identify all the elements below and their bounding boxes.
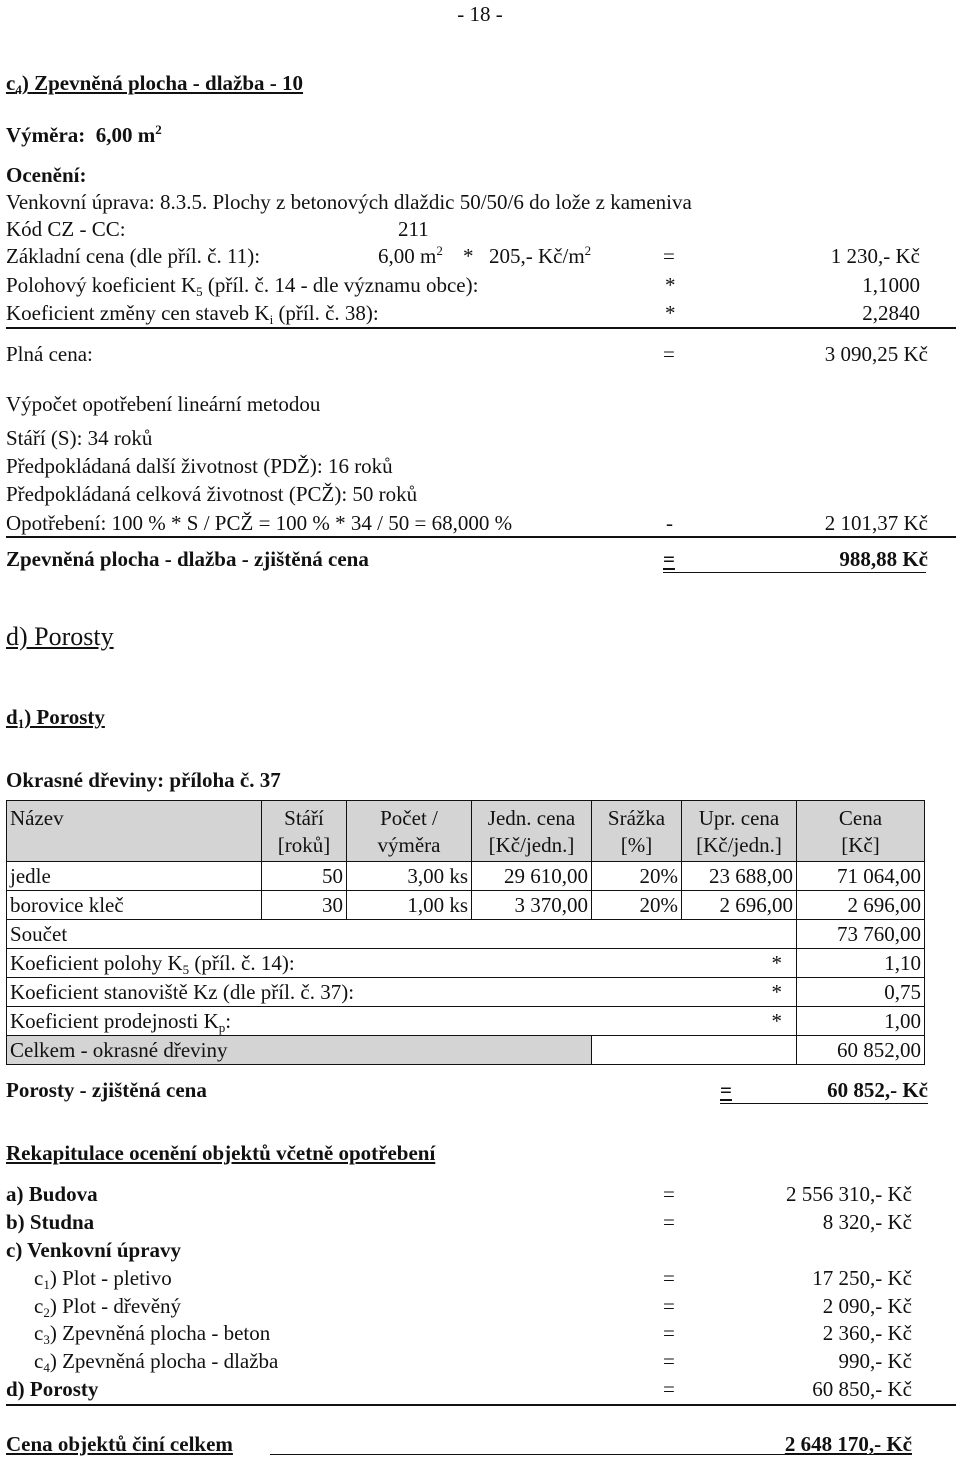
c4-result-value: 988,88 Kč xyxy=(839,547,928,571)
trees-result-label: Porosty - zjištěná cena xyxy=(6,1078,207,1102)
full-price-op: = xyxy=(663,342,675,366)
c4-result-op: = xyxy=(663,547,675,571)
wear-title: Výpočet opotřebení lineární metodou xyxy=(6,392,321,416)
recap-c4-op: = xyxy=(663,1349,675,1373)
cell-name: jedle xyxy=(7,862,262,891)
table-header-row xyxy=(7,801,925,862)
total-life-line: Předpokládaná celková životnost (PCŽ): 50 roků xyxy=(6,482,418,506)
header-deduction: Srážka [%] xyxy=(592,801,682,862)
base-op: = xyxy=(663,244,675,268)
recap-d-op: = xyxy=(663,1377,675,1401)
outdoor-line: Venkovní úprava: 8.3.5. Plochy z betonových dlaždic 50/50/6 do lože z kameniva xyxy=(6,190,692,214)
kz-label: Koeficient stanoviště Kz (dle příl. č. 37): xyxy=(7,978,682,1007)
sum-value: 73 760,00 xyxy=(797,920,925,949)
recap-a-op: = xyxy=(663,1182,675,1206)
table-row xyxy=(7,862,925,891)
sum-row xyxy=(7,920,925,949)
total-row xyxy=(7,1036,925,1065)
price-change-coef-label: Koeficient změny cen staveb $K_i$ (příl. č. 38): xyxy=(6,301,379,327)
recap-a-label: a) Budova xyxy=(6,1182,98,1206)
kp-op: * xyxy=(682,1007,797,1036)
sum-label: Součet xyxy=(7,920,797,949)
trees-result-value: 60 852,- Kč xyxy=(827,1078,928,1102)
result-underline xyxy=(720,1103,928,1104)
coef-row-kz xyxy=(7,978,925,1007)
header-age: Stáří [roků] xyxy=(262,801,347,862)
trees-table xyxy=(6,800,925,1065)
page-number: - 18 - xyxy=(457,2,503,26)
cell-age: 50 xyxy=(262,862,347,891)
cell-name: borovice kleč xyxy=(7,891,262,920)
cell-age: 30 xyxy=(262,891,347,920)
subsection-heading-d1: $d_1$) Porosty xyxy=(6,705,105,731)
header-unit-price: Jedn. cena [Kč/jedn.] xyxy=(472,801,592,862)
position-coef-op: * xyxy=(665,273,676,297)
c4-result-label: Zpevněná plocha - dlažba - zjištěná cena xyxy=(6,547,369,571)
base-price-label: Základní cena (dle příl. č. 11): xyxy=(6,244,261,268)
total-value: 60 852,00 xyxy=(797,1036,925,1065)
k5-value: 1,10 xyxy=(797,949,925,978)
recap-c2-op: = xyxy=(663,1294,675,1318)
wear-value: 2 101,37 Kč xyxy=(824,511,928,535)
total-spacer xyxy=(592,1036,797,1065)
recap-c3-op: = xyxy=(663,1321,675,1345)
valuation-label: Ocenění: xyxy=(6,163,87,187)
k5-label: Koeficient polohy $K_5$ (příl. č. 14): xyxy=(7,949,682,978)
divider xyxy=(6,1404,956,1406)
recap-c3-value: 2 360,- Kč xyxy=(822,1321,912,1345)
cell-unit-price: 3 370,00 xyxy=(472,891,592,920)
cell-deduction: 20% xyxy=(592,891,682,920)
base-mult: * xyxy=(463,244,474,268)
divider xyxy=(6,327,956,329)
recap-title: Rekapitulace ocenění objektů včetně opotřebení xyxy=(6,1141,436,1165)
wear-line: Opotřebení: 100 % * S / PCŽ = 100 % * 34 / 50 = 68,000 % xyxy=(6,511,513,535)
grand-total-value: 2 648 170,- Kč xyxy=(784,1432,912,1456)
recap-b-op: = xyxy=(663,1210,675,1234)
kz-value: 0,75 xyxy=(797,978,925,1007)
base-result: 1 230,- Kč xyxy=(830,244,920,268)
trees-result-op: = xyxy=(720,1078,732,1102)
recap-b-value: 8 320,- Kč xyxy=(822,1210,912,1234)
cell-price: 2 696,00 xyxy=(797,891,925,920)
section-heading-d: d) Porosty xyxy=(6,622,114,651)
recap-c1-value: 17 250,- Kč xyxy=(812,1266,912,1290)
grand-total-label: Cena objektů činí celkem xyxy=(6,1432,233,1456)
price-change-coef-op: * xyxy=(665,301,676,325)
cell-qty: 3,00 ks xyxy=(347,862,472,891)
recap-c-label: c) Venkovní úpravy xyxy=(6,1238,182,1262)
full-price-label: Plná cena: xyxy=(6,342,93,366)
header-qty: Počet / výměra xyxy=(347,801,472,862)
coef-row-k5 xyxy=(7,949,925,978)
cell-deduction: 20% xyxy=(592,862,682,891)
kz-op: * xyxy=(682,978,797,1007)
cell-adjusted-price: 23 688,00 xyxy=(682,862,797,891)
table-row xyxy=(7,891,925,920)
kp-value: 1,00 xyxy=(797,1007,925,1036)
recap-b-label: b) Studna xyxy=(6,1210,95,1234)
recap-a-value: 2 556 310,- Kč xyxy=(786,1182,912,1206)
result-underline xyxy=(663,572,926,573)
ornamental-trees-title: Okrasné dřeviny: příloha č. 37 xyxy=(6,768,281,792)
cell-qty: 1,00 ks xyxy=(347,891,472,920)
kp-label: Koeficient prodejnosti $K_p$: xyxy=(7,1007,682,1036)
recap-d-label: d) Porosty xyxy=(6,1377,99,1401)
recap-c1-label: $c_1$) Plot - pletivo xyxy=(34,1266,172,1292)
cell-adjusted-price: 2 696,00 xyxy=(682,891,797,920)
header-name: Název xyxy=(7,801,262,862)
position-coef-label: Polohový koeficient $K_5$ (příl. č. 14 - dle významu obce): xyxy=(6,273,479,299)
age-line: Stáří (S): 34 roků xyxy=(6,426,153,450)
area-line: Výměra: 6,00 $m^2$ xyxy=(6,122,162,147)
k5-op: * xyxy=(682,949,797,978)
position-coef-value: 1,1000 xyxy=(862,273,920,297)
total-label: Celkem - okrasné dřeviny xyxy=(7,1036,592,1065)
remaining-life-line: Předpokládaná další životnost (PDŽ): 16 roků xyxy=(6,454,393,478)
header-adjusted-price: Upr. cena [Kč/jedn.] xyxy=(682,801,797,862)
price-change-coef-value: 2,2840 xyxy=(862,301,920,325)
cell-price: 71 064,00 xyxy=(797,862,925,891)
recap-c2-value: 2 090,- Kč xyxy=(822,1294,912,1318)
coef-row-kp xyxy=(7,1007,925,1036)
recap-c1-op: = xyxy=(663,1266,675,1290)
recap-c2-label: $c_2$) Plot - dřevěný xyxy=(34,1294,182,1320)
cell-unit-price: 29 610,00 xyxy=(472,862,592,891)
base-unit-price: 205,- $Kč/m^2$ xyxy=(489,243,592,268)
full-price-value: 3 090,25 Kč xyxy=(824,342,928,366)
code-value: 211 xyxy=(398,217,429,241)
section-heading-c4: $c_4$) Zpevněná plocha - dlažba - 10 xyxy=(6,71,304,97)
wear-op: - xyxy=(666,511,673,535)
recap-d-value: 60 850,- Kč xyxy=(812,1377,912,1401)
code-label: Kód CZ - CC: xyxy=(6,217,126,241)
recap-c4-value: 990,- Kč xyxy=(838,1349,912,1373)
divider xyxy=(6,536,956,538)
recap-c4-label: $c_4$) Zpevněná plocha - dlažba xyxy=(34,1349,279,1375)
recap-c3-label: $c_3$) Zpevněná plocha - beton xyxy=(34,1321,271,1347)
base-qty: 6,00 $m^2$ xyxy=(378,243,443,268)
header-price: Cena [Kč] xyxy=(797,801,925,862)
